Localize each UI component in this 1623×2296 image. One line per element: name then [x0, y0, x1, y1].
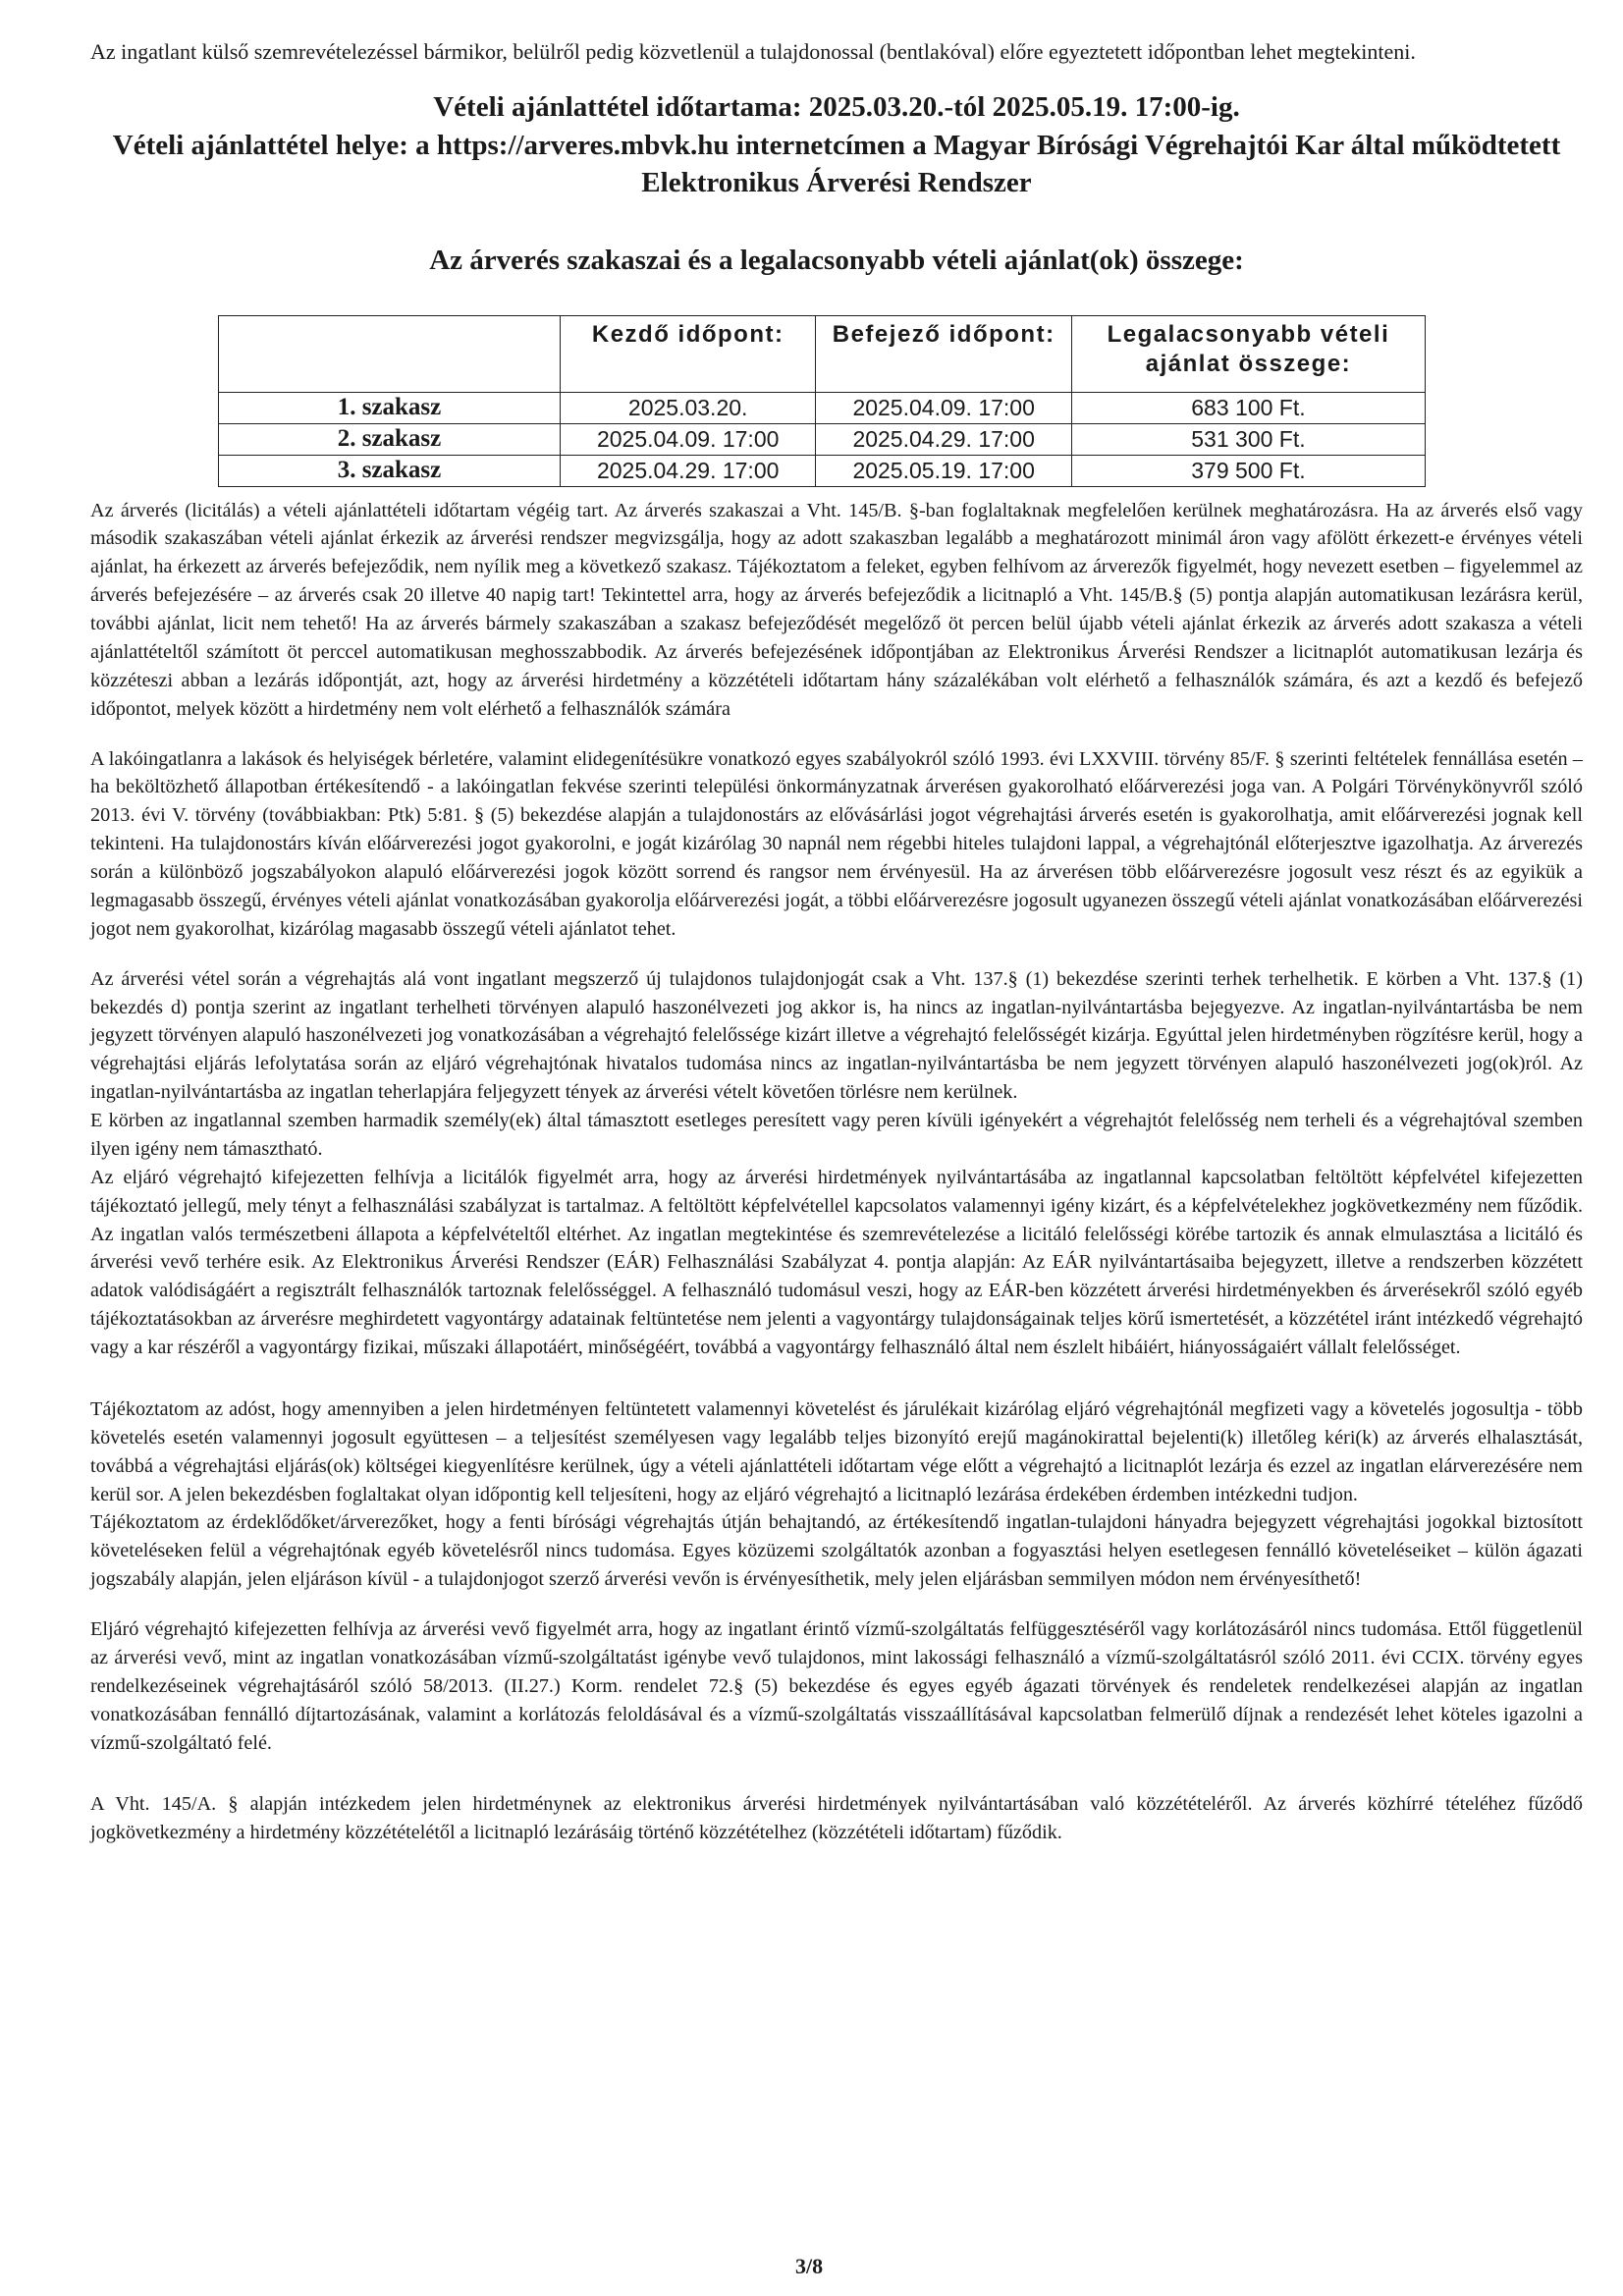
stage-start: 2025.04.09. 17:00: [560, 423, 815, 455]
bid-period-heading: Vételi ajánlattétel időtartama: 2025.03.20.-tól 2025.05.19. 17:00-ig.: [433, 91, 1240, 124]
stage-end: 2025.04.29. 17:00: [816, 423, 1071, 455]
stage-min-bid: 683 100 Ft.: [1071, 392, 1425, 423]
stage-label: 2. szakasz: [219, 423, 561, 455]
stage-end: 2025.05.19. 17:00: [816, 455, 1071, 486]
table-row: [219, 392, 1426, 423]
paragraph-debtor-notice: Tájékoztatom az adóst, hogy amennyiben a jelen hirdetményen feltüntetett valamennyi követelést és járulékait kizárólag eljáró végrehajtónál megfizeti vagy a követelés jogosultja - több követelés esetén valamennyi jogosult együttesen – a teljesítést személyesen vagy legalább teljes bizonyító erejű magánokirattal bejelenti(k) illetőleg kéri(k) az árverés elhalasztását, továbbá a végrehajtási eljárás(ok) költségei kiegyenlítésre kerülnek, úgy a vételi ajánlattételi időtartam vége előtt a végrehajtó a licitnaplót lezárja és ezzel az ingatlan elárverezésére nem kerül sor. A jelen bekezdésben foglaltakat olyan időpontig kell teljesíteni, hogy az eljáró végrehajtó a licitnapló lezárása érdekében érdemben intézkedni tudjon.: [90, 1397, 1583, 1505]
document-page: [90, 37, 1583, 1847]
stages-table-header: [219, 315, 1426, 392]
paragraph-auction-stages: Az árverés (licitálás) a vételi ajánlattételi időtartam végéig tart. Az árverés szakaszai a Vht. 145/B. §-ban foglaltaknak megfelelően kerülnek meghatározásra. Ha az árverés első vagy második szakaszában vételi ajánlat érkezik az árverési rendszer megvizsgálja, hogy az adott szakaszban legalább a meghatározott minimál áron vagy afölött érkezett-e érvényes vételi ajánlat, ha érkezett az árverés befejeződik, nem nyílik meg a következő szakasz. Tájékoztatom a feleket, egyben felhívom az árverezők figyelmét, hogy nevezett esetben – figyelemmel az árverés befejezésére – az árverés csak 20 illetve 40 napig tart! Tekintettel arra, hogy az árverés befejeződik a licitnapló a Vht. 145/B.§ (5) pontja alapján automatikusan lezárásra kerül, további ajánlat, licit nem tehető! Ha az árverés bármely szakaszában a szakasz befejeződését megelőző öt percen belül újabb vételi ajánlat érkezik az árverés adott szakasza a vételi ajánlattételtől számított öt perccel automatikusan meghosszabbodik. Az árverés befejezésének időpontjában az Elektronikus Árverési Rendszer a licitnaplót automatikusan lezárja és közzéteszi abban a lezárás időpontját, azt, hogy az árverési hirdetmény a közzétételi időtartam hány százalékában volt elérhető a felhasználók számára, és azt a kezdő és befejező időpontot, melyek között a hirdetmény nem volt elérhető a felhasználók számára: [90, 499, 1583, 720]
stage-start: 2025.03.20.: [560, 392, 815, 423]
stage-end: 2025.04.09. 17:00: [816, 392, 1071, 423]
page-number: 3/8: [795, 2254, 824, 2278]
intro-paragraph: Az ingatlant külső szemrevételezéssel bármikor, belülről pedig közvetlenül a tulajdonossal (bentlakóval) előre egyeztetett időpontban lehet megtekinteni.: [90, 39, 1416, 64]
body-text: [90, 497, 1583, 1848]
header-end: Befejező időpont:: [816, 315, 1071, 392]
stage-label: 3. szakasz: [219, 455, 561, 486]
stages-table: [218, 315, 1426, 487]
paragraph-other-claims: Tájékoztatom az érdeklődőket/árverezőket, hogy a fenti bírósági végrehajtás útján behajtandó, az értékesítendő ingatlan-tulajdoni hányadra bejegyzett végrehajtási jogokkal biztosított követeléseken felül a végrehajtónak egyéb követelésről nincs tudomása. Egyes közüzemi szolgáltatók azonban a fogyasztási helyen esetlegesen fennálló követeléseiket – külön ágazati jogszabály alapján, jelen eljáráson kívül - a tulajdonjogot szerző árverési vevőn is érvényesíthetik, mely jelen eljárásban semmilyen módon nem érvényesíthető!: [90, 1511, 1583, 1591]
table-row: [219, 455, 1426, 486]
table-row: [219, 423, 1426, 455]
stages-title: Az árverés szakaszai és a legalacsonyabb vételi ajánlat(ok) összege:: [429, 245, 1244, 277]
bid-place-heading: Vételi ajánlattétel helye: a https://arveres.mbvk.hu internetcímen a Magyar Bírósági Végrehajtói Kar által működtetett Elektronikus Árverési Rendszer: [112, 129, 1561, 199]
paragraph-pre-emption: A lakóingatlanra a lakások és helyiségek bérletére, valamint elidegenítésükre vonatkozó egyes szabályokról szóló 1993. évi LXXVIII. törvény 85/F. § szerinti feltételek fennállása esetén – ha beköltözhető állapotban értékesítendő - a lakóingatlan fekvése szerinti települési önkormányzatnak árverésen gyakorolható előárverezési joga van. A Polgári Törvénykönyvről szóló 2013. évi V. törvény (továbbiakban: Ptk) 5:81. § (5) bekezdése alapján a tulajdonostárs az elővásárlási jogot végrehajtási árverés esetén is gyakorolhatja, amit előárverezési jognak kell tekinteni. Ha tulajdonostárs kíván előárverezési jogot gyakorolni, e jogát kizárólag 30 napnál nem régebbi hiteles tulajdoni lappal, a végrehajtónál előterjesztve igazolhatja. Az árverezés során a különböző jogszabályokon alapuló előárverezési jogok között sorrend és rangsor nem érvényesül. Ha az árverésen több előárverezésre jogosult vesz részt és az egyikük a legmagasabb összegű, érvényes vételi ajánlat vonatkozásában gyakorolja előárverezési jogát, a többi előárverezésre jogosult ugyanezen összegű vételi ajánlat vonatkozásában előárverezési jogot nem gyakorolhat, kizárólag magasabb összegű vételi ajánlatot tehet.: [90, 747, 1583, 940]
header-start: Kezdő időpont:: [560, 315, 815, 392]
header-min-bid: Legalacsonyabb vételi ajánlat összege:: [1071, 315, 1425, 392]
paragraph-photos-liability: Az eljáró végrehajtó kifejezetten felhívja a licitálók figyelmét arra, hogy az árverési hirdetmények nyilvántartásába az ingatlannal kapcsolatban feltöltött képfelvétel kifejezetten tájékoztató jellegű, mely tényt a felhasználási szabályzat is tartalmaz. A feltöltött képfelvétellel kapcsolatos valamennyi igény kizárt, és a képfelvételekhez jogkövetkezmény nem fűződik. Az ingatlan valós természetbeni állapota a képfelvételtől eltérhet. Az ingatlan megtekintése és szemrevételezése a licitáló felelősségi körébe tartozik és annak elmulasztása a licitáló és árverési vevő terhére esik. Az Elektronikus Árverési Rendszer (EÁR) Felhasználási Szabályzat 4. pontja alapján: Az EÁR nyilvántartásaiba bejegyzett, illetve a rendszerben közzétett adatok valódiságáért a regisztrált felhasználók tartoznak felelősséggel. A felhasználó tudomásul veszi, hogy az EÁR-ben közzétett árverési hirdetményekben és árverésekről szóló egyéb tájékoztatásokban az árverésre meghirdetett vagyontárgy adatainak feltüntetése nem jelenti a vagyontárgy tulajdonságainak teljes körű ismertetését, a közzététel iránt intézkedő végrehajtó vagy a kar részéről a vagyontárgy fizikai, műszaki állapotáért, minőségéért, továbbá a vagyontárgy felhasználó által nem észlelt hibáiért, hiányosságaiért vállalt felelősséget.: [90, 1166, 1583, 1359]
paragraph-water-utility: Eljáró végrehajtó kifejezetten felhívja az árverési vevő figyelmét arra, hogy az ingatlant érintő vízmű-szolgáltatás felfüggesztéséről vagy korlátozásáról nincs tudomása. Ettől függetlenül az árverési vevő, mint az ingatlan vonatkozásában vízmű-szolgáltatást igénybe vevő tulajdonos, mint lakossági felhasználó a vízmű-szolgáltatásról szóló 2011. évi CCIX. törvény egyes rendelkezéseinek végrehajtásáról szóló 58/2013. (II.27.) Korm. rendelet 72.§ (5) bekezdése és egyes egyéb ágazati törvények és rendeletek rendelkezései alapján az ingatlan vonatkozásában fennálló díjtartozásának, valamint a korlátozás feloldásával és a vízmű-szolgáltatás visszaállításával kapcsolatban felmerülő díjnak a rendezését lehet köteles igazolni a vízmű-szolgáltató felé.: [90, 1618, 1583, 1754]
paragraph-third-party-claims: E körben az ingatlannal szemben harmadik személy(ek) által támasztott esetleges peresített vagy peren kívüli igényekért a végrehajtót felelősség nem terheli és a végrehajtóval szemben ilyen igény nem támasztható.: [90, 1110, 1583, 1160]
stage-min-bid: 531 300 Ft.: [1071, 423, 1425, 455]
stage-min-bid: 379 500 Ft.: [1071, 455, 1425, 486]
header-stage: [219, 315, 561, 392]
paragraph-publication: A Vht. 145/A. § alapján intézkedem jelen hirdetménynek az elektronikus árverési hirdetmények nyilvántartásában való közzétételéről. Az árverés közhírré tételéhez fűződő jogkövetkezmény a hirdetmény közzétételétől a licitnapló lezárásáig történő közzétételhez (közzétételi időtartam) fűződik.: [90, 1793, 1583, 1844]
stage-start: 2025.04.29. 17:00: [560, 455, 815, 486]
stage-label: 1. szakasz: [219, 392, 561, 423]
paragraph-encumbrances: Az árverési vétel során a végrehajtás alá vont ingatlant megszerző új tulajdonos tulajdonjogát csak a Vht. 137.§ (1) bekezdése szerinti terhek terhelhetik. E körben a Vht. 137.§ (1) bekezdés d) pontja szerint az ingatlant terhelheti törvényen alapuló haszonélvezeti jog akkor is, ha nincs az ingatlan-nyilvántartásba bejegyezve. Az ingatlan-nyilvántartásba be nem jegyzett törvényen alapuló haszonélvezeti jog vonatkozásában a végrehajtó felelőssége kizárt illetve a végrehajtó felelősségét kizárja. Egyúttal jelen hirdetményben rögzítésre kerül, hogy a végrehajtási eljárás lefolytatása során az eljáró végrehajtónak hivatalos tudomása nincs az ingatlan-nyilvántartásba be nem jegyzett törvényen alapuló haszonélvezeti jog(ok)ról. Az ingatlan-nyilvántartásba az ingatlan teherlapjára feljegyzett tények az árverési vételt követően törlésre nem kerülnek.: [90, 967, 1583, 1104]
